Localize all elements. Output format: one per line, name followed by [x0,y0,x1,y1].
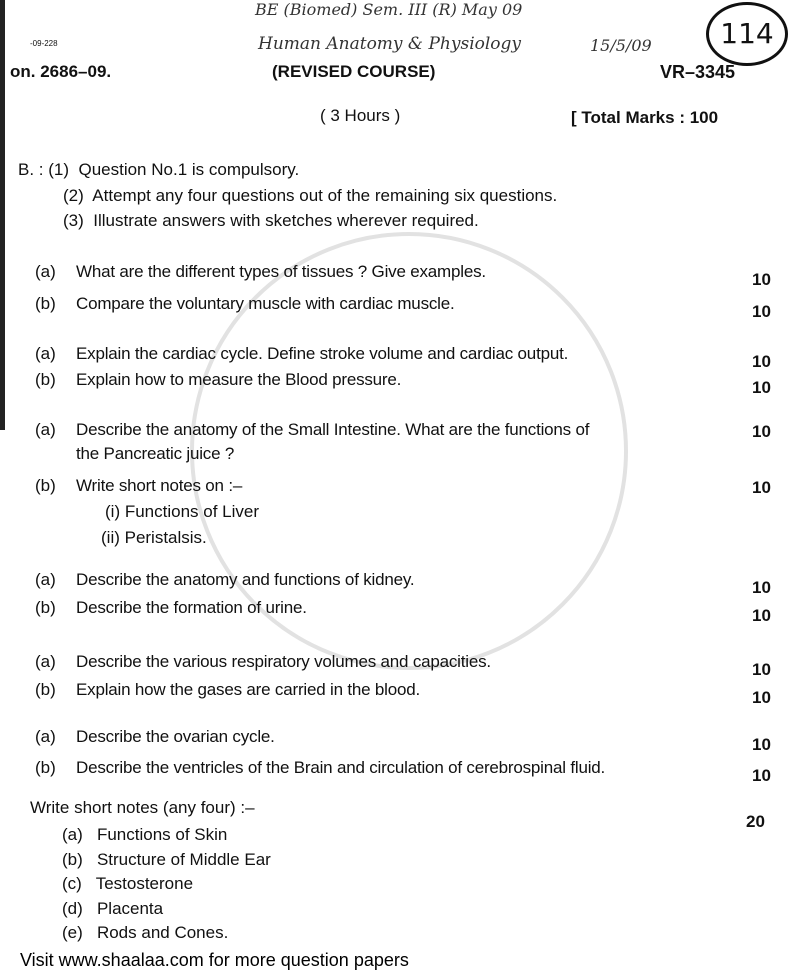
question-text: Explain how to measure the Blood pressure. [76,370,402,389]
short-note-item [62,899,163,919]
question-text: Describe the anatomy of the Small Intestine. What are the functions of [76,420,590,439]
instruction-3: (3) Illustrate answers with sketches wherever required. [63,211,479,230]
handwritten-course-line: BE (Biomed) Sem. III (R) May 09 [255,0,523,19]
question-text: Compare the voluntary muscle with cardiac muscle. [76,294,455,313]
question-text: Explain how the gases are carried in the blood. [76,680,421,699]
question-text: Write short notes on :– [76,476,243,495]
short-note-item [62,874,193,894]
item-text: Testosterone [95,874,194,893]
item-text: Placenta [96,898,164,918]
question-label: (b) [35,758,56,777]
footer-link-text[interactable]: Visit www.shaalaa.com for more question papers [20,950,409,970]
item-text: Rods and Cones. [96,923,229,942]
question-text: Describe the various respiratory volumes and capacities. [76,652,491,671]
q7-text: Write short notes (any four) :– [30,798,255,817]
sub-item: (ii) Peristalsis. [101,528,207,547]
question-text-continued: the Pancreatic juice ? [76,444,235,463]
sub-item: (i) Functions of Liver [105,502,259,521]
question-label: (b) [35,680,56,699]
question-text: Describe the anatomy and functions of kidney. [76,570,415,589]
course-type: (REVISED COURSE) [272,62,436,81]
question-marks: 10 [752,270,771,289]
item-label: (a) [62,825,83,844]
question-label: (a) [35,262,56,281]
short-note-item [62,923,228,943]
question-label: (a) [35,727,56,746]
question-label: (a) [35,570,56,589]
question-marks: 10 [752,578,771,597]
question-label: (b) [35,598,56,617]
short-note-item [62,850,271,870]
question-text: What are the different types of tissues ? Give examples. [76,262,486,281]
question-marks: 10 [752,660,771,679]
scan-edge-bar [0,0,5,430]
question-text: Describe the ovarian cycle. [76,727,275,746]
question-label: (b) [35,294,56,313]
instruction-2: (2) Attempt any four questions out of the remaining six questions. [63,186,558,205]
question-marks: 10 [752,352,771,371]
question-marks: 10 [752,422,771,441]
question-marks: 10 [752,302,771,321]
question-label: (b) [35,476,56,495]
question-marks: 10 [752,378,771,397]
item-label: (b) [62,849,83,869]
question-text: Describe the ventricles of the Brain and circulation of cerebrospinal fluid. [76,758,606,777]
question-label: (a) [35,420,56,439]
small-code: -09-228 [30,39,58,48]
q7-marks: 20 [746,812,765,831]
question-label: (a) [35,344,56,363]
question-marks: 10 [752,606,771,625]
question-text: Describe the formation of urine. [76,598,307,617]
paper-code: VR–3345 [660,62,736,82]
question-label: (a) [35,652,56,671]
handwritten-subject: Human Anatomy & Physiology [258,34,522,54]
question-marks: 10 [752,766,771,785]
handwritten-date: 15/5/09 [590,36,652,55]
item-text: Functions of Skin [96,825,228,844]
question-label: (b) [35,370,56,389]
item-label: (c) [62,874,82,893]
short-note-item [62,825,227,845]
item-label: (e) [62,923,83,942]
con-number: on. 2686–09. [10,62,112,81]
circled-page-number: 114 [706,2,788,66]
item-text: Structure of Middle Ear [96,849,271,869]
total-marks: [ Total Marks : 100 [571,108,719,127]
question-text: Explain the cardiac cycle. Define stroke volume and cardiac output. [76,344,569,363]
duration: ( 3 Hours ) [320,106,401,125]
question-marks: 10 [752,735,771,754]
instruction-1: B. : (1) Question No.1 is compulsory. [18,160,300,179]
question-marks: 10 [752,688,771,707]
item-label: (d) [62,898,83,918]
question-marks: 10 [752,478,771,497]
